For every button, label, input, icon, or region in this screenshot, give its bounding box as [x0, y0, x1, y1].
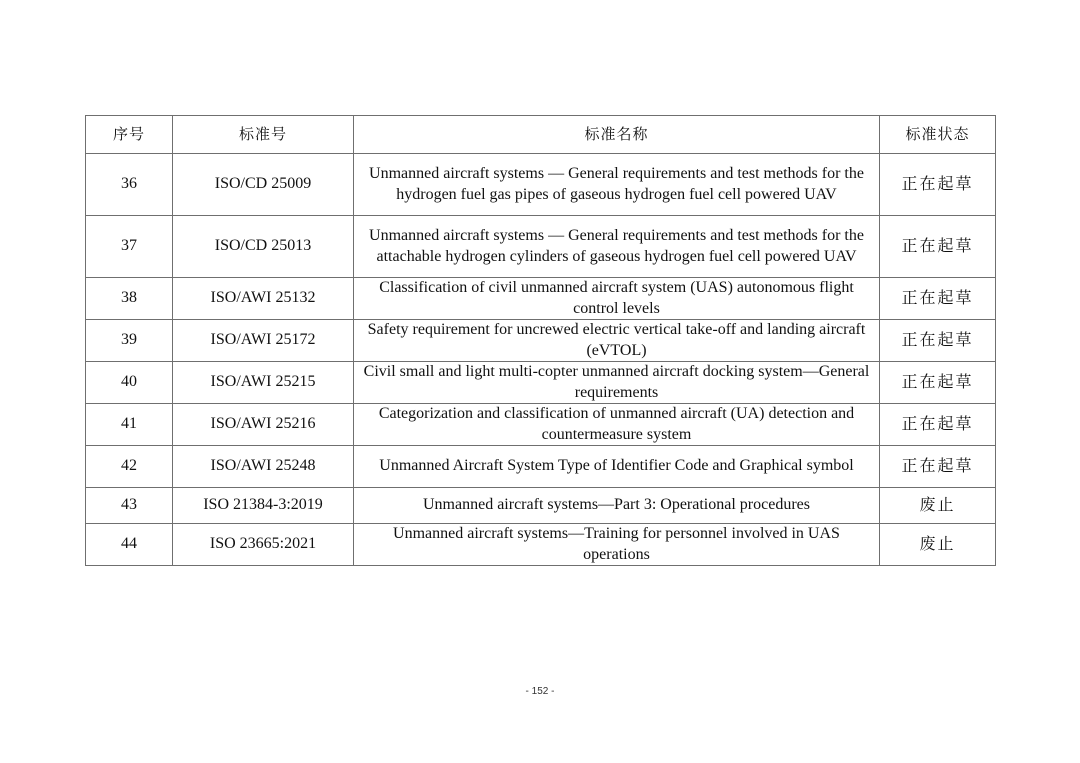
row-standard-no: ISO/AWI 25216 — [173, 404, 354, 446]
table-row — [86, 278, 996, 320]
row-standard-name: Unmanned Aircraft System Type of Identifier Code and Graphical symbol — [354, 446, 880, 488]
row-index: 43 — [86, 488, 173, 524]
row-standard-no: ISO/AWI 25132 — [173, 278, 354, 320]
row-index: 42 — [86, 446, 173, 488]
header-standard-name: 标准名称 — [354, 116, 880, 154]
row-standard-no: ISO 23665:2021 — [173, 524, 354, 566]
row-standard-no: ISO/AWI 25248 — [173, 446, 354, 488]
row-standard-no: ISO 21384-3:2019 — [173, 488, 354, 524]
table-row — [86, 216, 996, 278]
row-standard-name: Civil small and light multi-copter unmanned aircraft docking system—General requirements — [354, 362, 880, 404]
row-standard-no: ISO/AWI 25215 — [173, 362, 354, 404]
header-status: 标准状态 — [880, 116, 996, 154]
row-standard-name: Categorization and classification of unmanned aircraft (UA) detection and countermeasure system — [354, 404, 880, 446]
row-standard-name: Unmanned aircraft systems—Part 3: Operational procedures — [354, 488, 880, 524]
table-row — [86, 446, 996, 488]
row-standard-no: ISO/CD 25009 — [173, 154, 354, 216]
row-status: 废止 — [880, 488, 996, 524]
row-index: 44 — [86, 524, 173, 566]
row-status: 废止 — [880, 524, 996, 566]
table-row — [86, 320, 996, 362]
row-standard-no: ISO/AWI 25172 — [173, 320, 354, 362]
table-row — [86, 404, 996, 446]
row-standard-no: ISO/CD 25013 — [173, 216, 354, 278]
row-index: 39 — [86, 320, 173, 362]
row-status: 正在起草 — [880, 216, 996, 278]
row-standard-name: Unmanned aircraft systems — General requirements and test methods for the attachable hydrogen cylinders of gaseous hydrogen fuel cell powered UAV — [354, 216, 880, 278]
row-standard-name: Classification of civil unmanned aircraft system (UAS) autonomous flight control levels — [354, 278, 880, 320]
row-standard-name: Unmanned aircraft systems — General requirements and test methods for the hydrogen fuel gas pipes of gaseous hydrogen fuel cell powered UAV — [354, 154, 880, 216]
row-index: 41 — [86, 404, 173, 446]
row-status: 正在起草 — [880, 362, 996, 404]
row-index: 38 — [86, 278, 173, 320]
row-index: 36 — [86, 154, 173, 216]
row-standard-name: Safety requirement for uncrewed electric vertical take-off and landing aircraft (eVTOL) — [354, 320, 880, 362]
page-number: - 152 - — [525, 686, 555, 697]
table-row — [86, 362, 996, 404]
row-status: 正在起草 — [880, 278, 996, 320]
table-row — [86, 524, 996, 566]
row-index: 40 — [86, 362, 173, 404]
table-header-row — [86, 116, 996, 154]
row-status: 正在起草 — [880, 404, 996, 446]
table-row — [86, 488, 996, 524]
header-index: 序号 — [86, 116, 173, 154]
row-standard-name: Unmanned aircraft systems—Training for personnel involved in UAS operations — [354, 524, 880, 566]
row-status: 正在起草 — [880, 154, 996, 216]
standards-table — [85, 115, 996, 566]
row-status: 正在起草 — [880, 446, 996, 488]
row-status: 正在起草 — [880, 320, 996, 362]
table-row — [86, 154, 996, 216]
header-standard-no: 标准号 — [173, 116, 354, 154]
row-index: 37 — [86, 216, 173, 278]
